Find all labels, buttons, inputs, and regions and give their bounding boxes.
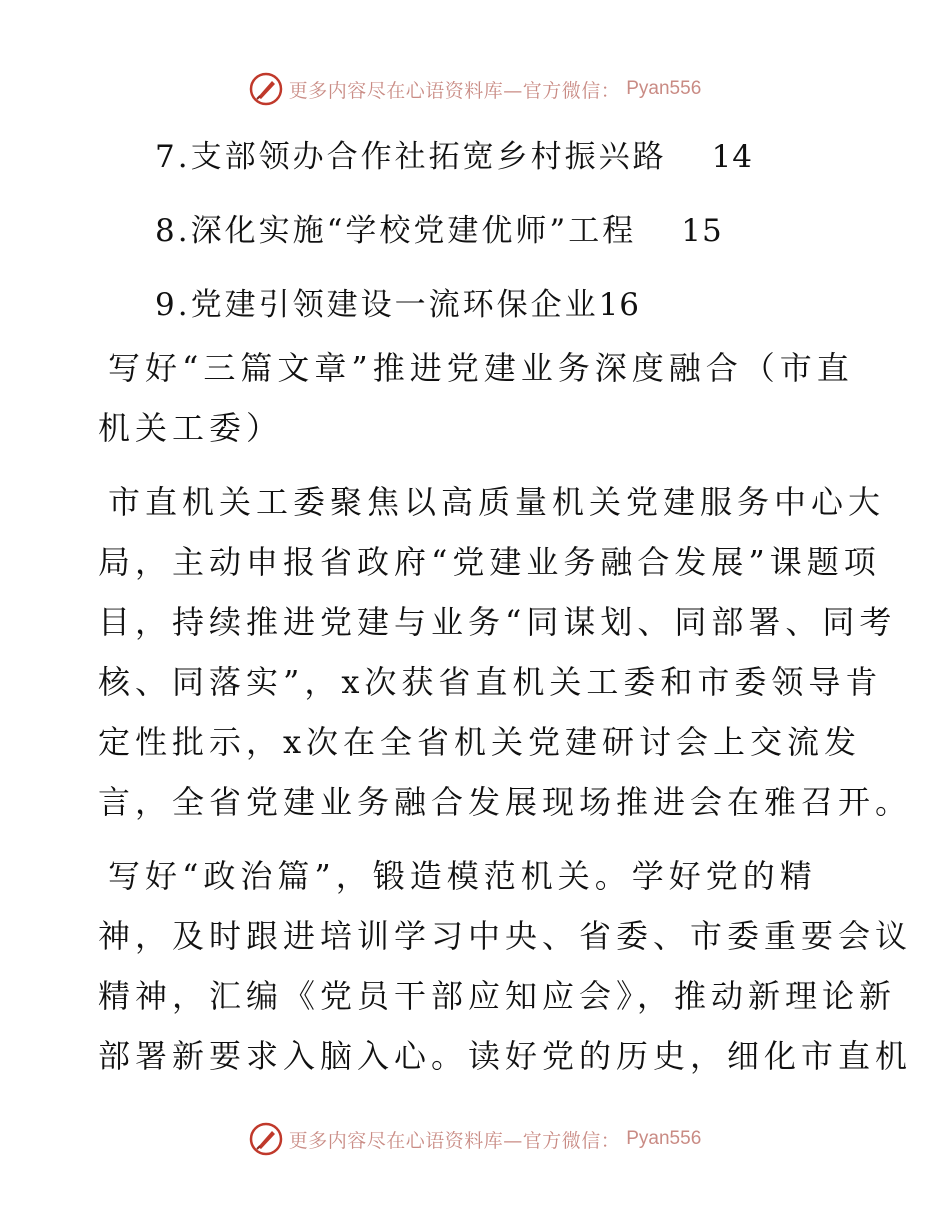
- toc-entry[interactable]: [155, 120, 753, 194]
- paragraph-line: 核、同落实”，x次获省直机关工委和市委领导肯: [98, 663, 883, 701]
- watermark-text: 更多内容尽在心语资料库—官方微信：: [288, 1129, 621, 1152]
- toc-entry-page: 14: [711, 139, 754, 175]
- watermark-footer: [0, 1122, 950, 1156]
- paragraph-line: 市直机关工委聚焦以高质量机关党建服务中心大: [108, 483, 886, 521]
- table-of-contents: [155, 120, 753, 342]
- paragraph-line: 定性批示，x次在全省机关党建研讨会上交流发: [98, 723, 862, 761]
- heading-line: 写好“三篇文章”推进党建业务深度融合（市直: [108, 349, 854, 387]
- paragraph-line: 目，持续推进党建与业务“同谋划、同部署、同考: [98, 603, 897, 641]
- toc-entry-page: 15: [681, 213, 723, 249]
- toc-entry-page: 16: [598, 287, 641, 323]
- quill-logo-icon: [249, 1122, 283, 1156]
- document-body: [98, 338, 913, 1100]
- paragraph: [98, 472, 913, 832]
- toc-entry-title: 7.支部领办合作社拓宽乡村振兴路: [155, 139, 667, 175]
- watermark-text: 更多内容尽在心语资料库—官方微信：: [288, 79, 621, 102]
- paragraph-line: 写好“政治篇”，锻造模范机关。学好党的精: [108, 857, 817, 895]
- watermark-wechat-id: Pyan556: [626, 78, 702, 99]
- paragraph-line: 部署新要求入脑入心。读好党的历史，细化市直机: [98, 1037, 913, 1075]
- quill-logo-icon: [249, 72, 283, 106]
- paragraph-line: 精神，汇编《党员干部应知应会》，推动新理论新: [98, 977, 897, 1015]
- toc-entry[interactable]: [155, 194, 753, 268]
- paragraph-line: 言，全省党建业务融合发展现场推进会在雅召开。: [98, 783, 913, 821]
- toc-entry[interactable]: [155, 268, 753, 342]
- paragraph: [98, 846, 913, 1086]
- paragraph-line: 神，及时跟进培训学习中央、省委、市委重要会议: [98, 917, 913, 955]
- watermark-wechat-id: Pyan556: [626, 1128, 702, 1149]
- paragraph-line: 局，主动申报省政府“党建业务融合发展”课题项: [98, 543, 881, 581]
- heading-line: 机关工委）: [98, 409, 284, 447]
- watermark-header: [0, 72, 950, 106]
- toc-entry-title: 9.党建引领建设一流环保企业: [155, 287, 599, 323]
- section-heading: [98, 338, 858, 458]
- toc-entry-title: 8.深化实施“学校党建优师”工程: [155, 213, 637, 249]
